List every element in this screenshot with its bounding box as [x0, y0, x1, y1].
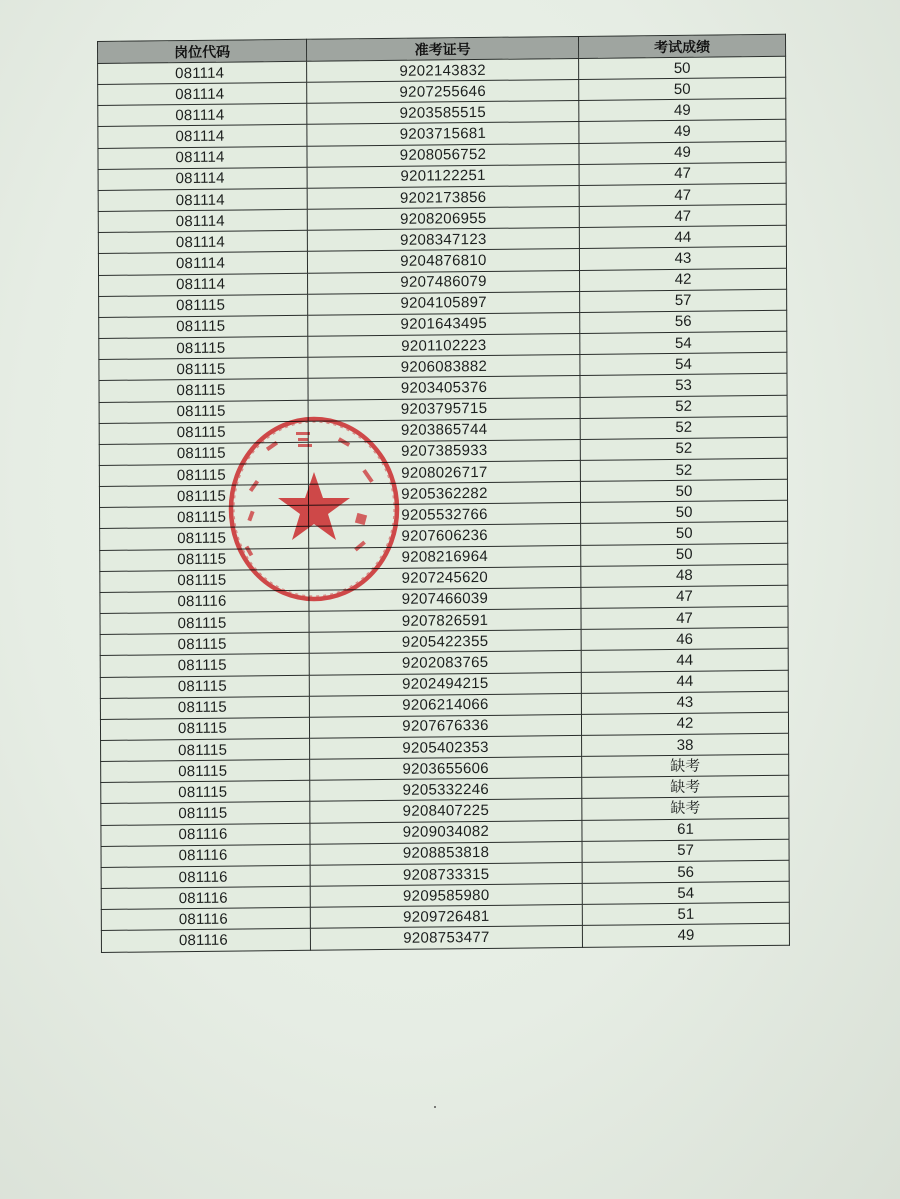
ticket-number-cell: 9208753477	[310, 926, 582, 950]
position-code-cell: 081115	[99, 294, 308, 317]
exam-score-cell: 47	[579, 183, 786, 206]
exam-score-cell: 42	[580, 268, 787, 291]
position-code-cell: 081114	[98, 209, 307, 232]
exam-score-cell: 43	[579, 247, 786, 270]
ticket-number-cell: 9207385933	[308, 439, 580, 463]
exam-score-cell: 44	[579, 226, 786, 249]
position-code-cell: 081115	[100, 696, 309, 719]
position-code-cell: 081114	[98, 61, 307, 84]
header-exam-score: 考试成绩	[578, 34, 785, 58]
ticket-number-cell: 9204105897	[308, 291, 580, 315]
position-code-cell: 081116	[101, 844, 310, 867]
ticket-number-cell: 9207676336	[309, 714, 581, 738]
ticket-number-cell: 9209034082	[310, 820, 582, 844]
ticket-number-cell: 9203865744	[308, 418, 580, 442]
exam-score-cell: 52	[580, 437, 787, 460]
position-code-cell: 081115	[99, 400, 308, 423]
ticket-number-cell: 9205332246	[310, 778, 582, 802]
position-code-cell: 081116	[101, 908, 310, 931]
position-code-cell: 081115	[100, 654, 309, 677]
exam-score-cell: 54	[580, 352, 787, 375]
exam-score-cell: 57	[580, 289, 787, 312]
position-code-cell: 081116	[101, 823, 310, 846]
ticket-number-cell: 9201643495	[308, 312, 580, 336]
ticket-number-cell: 9208026717	[308, 460, 580, 484]
exam-score-cell: 51	[582, 903, 789, 926]
position-code-cell: 081115	[99, 336, 308, 359]
position-code-cell: 081114	[99, 273, 308, 296]
exam-score-cell: 47	[579, 162, 786, 185]
ticket-number-cell: 9203405376	[308, 376, 580, 400]
ticket-number-cell: 9208347123	[307, 228, 579, 252]
ticket-number-cell: 9206083882	[308, 355, 580, 379]
exam-score-cell: 50	[580, 479, 787, 502]
ticket-number-cell: 9208216964	[309, 545, 581, 569]
position-code-cell: 081116	[100, 590, 309, 613]
exam-score-cell: 50	[581, 543, 788, 566]
position-code-cell: 081116	[101, 865, 310, 888]
exam-score-cell: 49	[579, 120, 786, 143]
exam-score-cell: 缺考	[582, 776, 789, 799]
position-code-cell: 081114	[98, 167, 307, 190]
position-code-cell: 081116	[101, 929, 310, 953]
ticket-number-cell: 9207826591	[309, 608, 581, 632]
position-code-cell: 081115	[99, 463, 308, 486]
ticket-number-cell: 9203795715	[308, 397, 580, 421]
position-code-cell: 081115	[100, 569, 309, 592]
ticket-number-cell: 9208407225	[310, 799, 582, 823]
exam-score-cell: 54	[580, 331, 787, 354]
exam-score-cell: 52	[580, 395, 787, 418]
ticket-number-cell: 9208206955	[307, 207, 579, 231]
score-sheet	[97, 34, 790, 953]
position-code-cell: 081115	[99, 315, 308, 338]
ticket-number-cell: 9209585980	[310, 884, 582, 908]
ticket-number-cell: 9205422355	[309, 630, 581, 654]
ticket-number-cell: 9202143832	[307, 58, 579, 82]
exam-score-cell: 缺考	[582, 754, 789, 777]
ticket-number-cell: 9208056752	[307, 143, 579, 167]
position-code-cell: 081114	[98, 231, 307, 254]
exam-score-cell: 缺考	[582, 797, 789, 820]
table-body	[98, 56, 790, 952]
ticket-number-cell: 9201122251	[307, 164, 579, 188]
position-code-cell: 081114	[98, 104, 307, 127]
position-code-cell: 081115	[99, 421, 308, 444]
ticket-number-cell: 9202173856	[307, 185, 579, 209]
exam-score-cell: 52	[580, 458, 787, 481]
header-position-code: 岗位代码	[98, 39, 307, 63]
position-code-cell: 081115	[100, 548, 309, 571]
exam-score-cell: 57	[582, 839, 789, 862]
ticket-number-cell: 9202494215	[309, 672, 581, 696]
exam-score-cell: 56	[580, 310, 787, 333]
ticket-number-cell: 9203585515	[307, 101, 579, 125]
exam-score-cell: 50	[579, 77, 786, 100]
ticket-number-cell: 9204876810	[307, 249, 579, 273]
ticket-number-cell: 9209726481	[310, 905, 582, 929]
exam-score-cell: 50	[581, 501, 788, 524]
exam-score-cell: 47	[581, 606, 788, 629]
exam-score-cell: 52	[580, 416, 787, 439]
ticket-number-cell: 9208733315	[310, 862, 582, 886]
paper-speck	[434, 1106, 436, 1108]
position-code-cell: 081115	[100, 633, 309, 656]
exam-score-cell: 50	[579, 56, 786, 79]
exam-score-cell: 54	[582, 881, 789, 904]
ticket-number-cell: 9207606236	[309, 524, 581, 548]
position-code-cell: 081115	[99, 484, 308, 507]
position-code-cell: 081114	[98, 82, 307, 105]
exam-score-cell: 49	[579, 141, 786, 164]
results-table	[97, 34, 790, 953]
exam-score-cell: 53	[580, 374, 787, 397]
exam-score-cell: 38	[582, 733, 789, 756]
exam-score-cell: 48	[581, 564, 788, 587]
exam-score-cell: 49	[579, 99, 786, 122]
exam-score-cell: 44	[581, 649, 788, 672]
exam-score-cell: 47	[581, 585, 788, 608]
exam-score-cell: 61	[582, 818, 789, 841]
position-code-cell: 081114	[98, 146, 307, 169]
exam-score-cell: 42	[581, 712, 788, 735]
ticket-number-cell: 9208853818	[310, 841, 582, 865]
exam-score-cell: 50	[581, 522, 788, 545]
position-code-cell: 081115	[101, 759, 310, 782]
position-code-cell: 081114	[98, 252, 307, 275]
header-ticket-number: 准考证号	[307, 36, 579, 61]
position-code-cell: 081115	[100, 611, 309, 634]
ticket-number-cell: 9206214066	[309, 693, 581, 717]
ticket-number-cell: 9203715681	[307, 122, 579, 146]
ticket-number-cell: 9205402353	[310, 735, 582, 759]
exam-score-cell: 44	[581, 670, 788, 693]
position-code-cell: 081115	[101, 738, 310, 761]
exam-score-cell: 46	[581, 627, 788, 650]
ticket-number-cell: 9207255646	[307, 80, 579, 104]
position-code-cell: 081115	[100, 527, 309, 550]
position-code-cell: 081115	[100, 717, 309, 740]
exam-score-cell: 56	[582, 860, 789, 883]
ticket-number-cell: 9202083765	[309, 651, 581, 675]
ticket-number-cell: 9207466039	[309, 587, 581, 611]
position-code-cell: 081115	[100, 675, 309, 698]
position-code-cell: 081115	[99, 379, 308, 402]
ticket-number-cell: 9205362282	[308, 482, 580, 506]
position-code-cell: 081114	[98, 188, 307, 211]
ticket-number-cell: 9201102223	[308, 333, 580, 357]
position-code-cell: 081115	[100, 506, 309, 529]
ticket-number-cell: 9207486079	[308, 270, 580, 294]
position-code-cell: 081115	[101, 802, 310, 825]
ticket-number-cell: 9207245620	[309, 566, 581, 590]
ticket-number-cell: 9203655606	[310, 757, 582, 781]
exam-score-cell: 49	[582, 924, 789, 948]
position-code-cell: 081115	[101, 781, 310, 804]
position-code-cell: 081114	[98, 125, 307, 148]
ticket-number-cell: 9205532766	[309, 503, 581, 527]
exam-score-cell: 43	[581, 691, 788, 714]
position-code-cell: 081115	[99, 357, 308, 380]
position-code-cell: 081115	[99, 442, 308, 465]
position-code-cell: 081116	[101, 886, 310, 909]
exam-score-cell: 47	[579, 204, 786, 227]
